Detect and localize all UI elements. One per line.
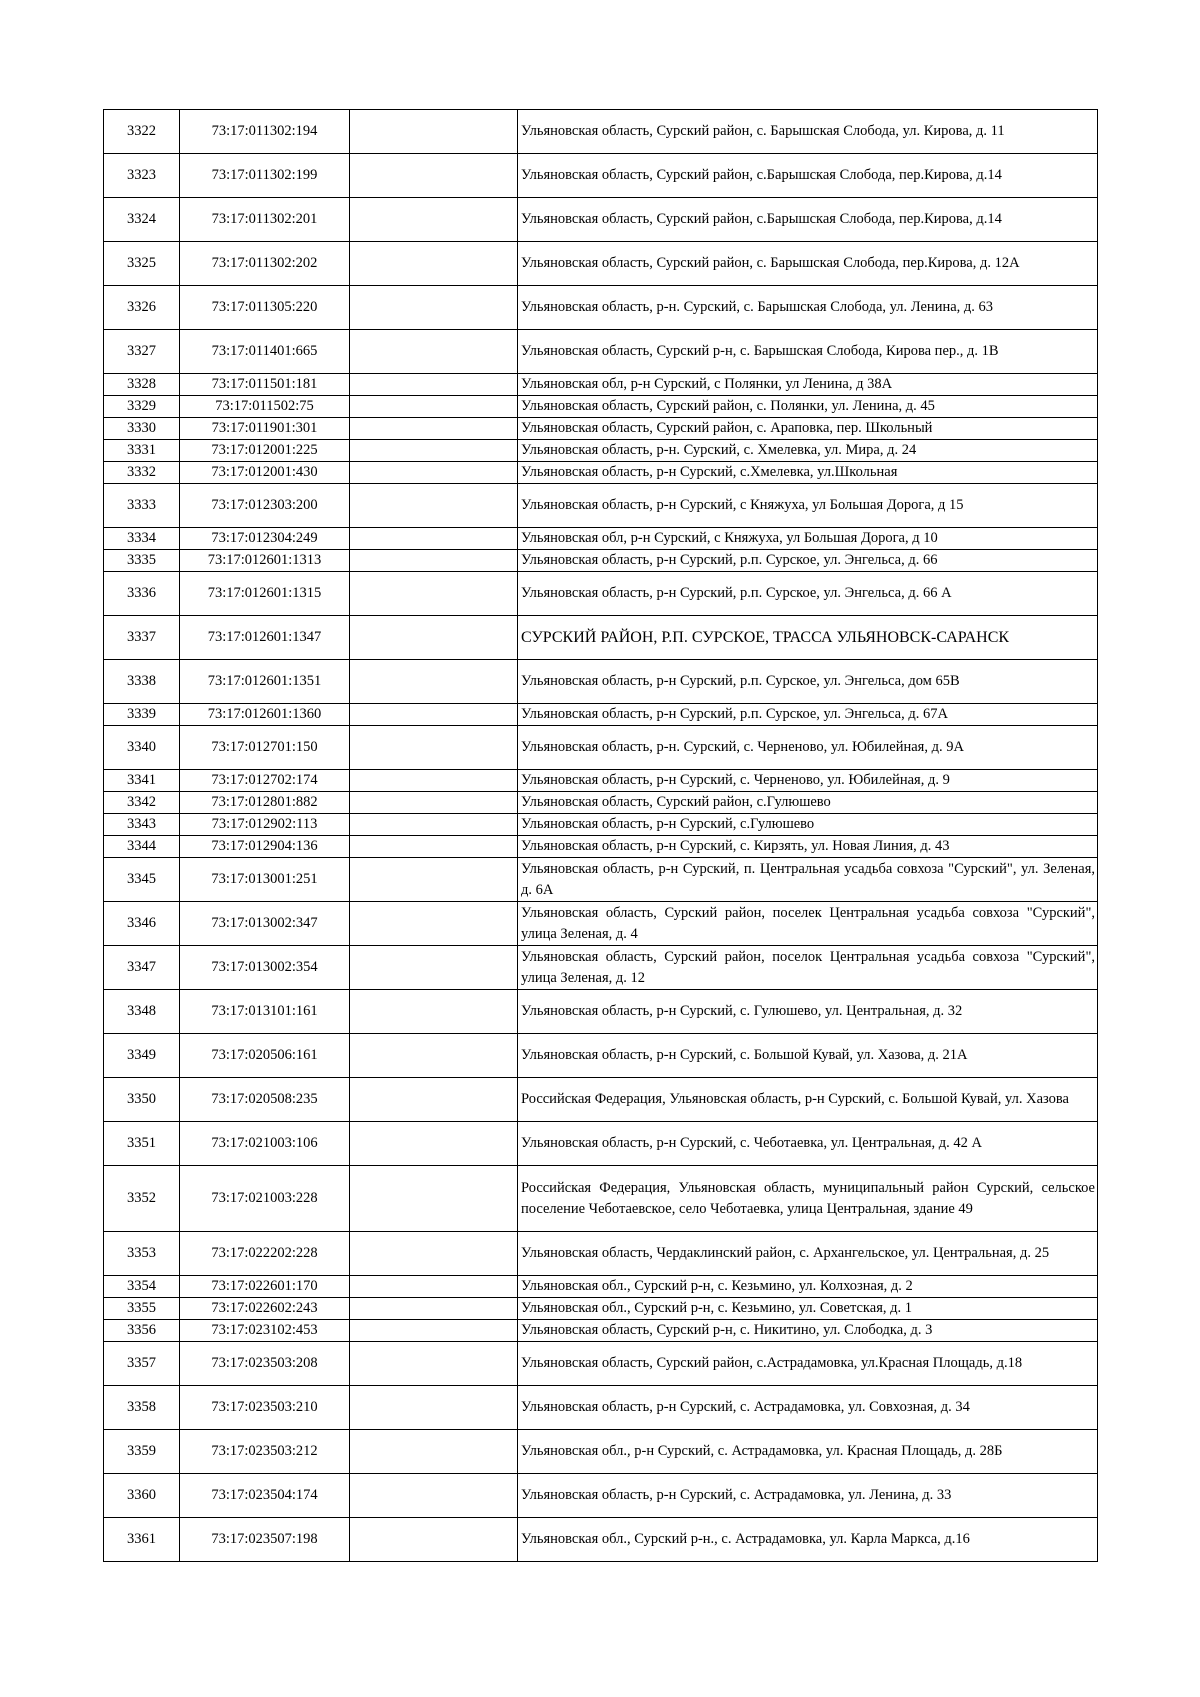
empty-cell — [350, 1122, 518, 1166]
cadastral-number: 73:17:011501:181 — [180, 374, 350, 396]
address-cell: Ульяновская область, Сурский район, с.Гулюшево — [518, 792, 1098, 814]
address-cell: Ульяновская область, р-н Сурский, с. Астрадамовка, ул. Ленина, д. 33 — [518, 1474, 1098, 1518]
address-cell: Ульяновская область, Сурский район, поселек Центральная усадьба совхоза "Сурский", улица Зеленая, д. 4 — [518, 902, 1098, 946]
address-cell: Ульяновская область, р-н Сурский, п. Центральная усадьба совхоза "Сурский", ул. Зеленая, д. 6А — [518, 858, 1098, 902]
cadastral-number: 73:17:011901:301 — [180, 418, 350, 440]
empty-cell — [350, 1320, 518, 1342]
address-cell: Ульяновская область, Сурский район, с. Барышская Слобода, пер.Кирова, д. 12А — [518, 242, 1098, 286]
table-row — [104, 484, 1098, 528]
row-number: 3347 — [104, 946, 180, 990]
cadastral-number: 73:17:023507:198 — [180, 1518, 350, 1562]
table-row — [104, 1078, 1098, 1122]
table-row — [104, 154, 1098, 198]
cadastral-number: 73:17:011302:194 — [180, 110, 350, 154]
table-row — [104, 1474, 1098, 1518]
address-cell: Ульяновская обл., Сурский р-н, с. Кезьмино, ул. Колхозная, д. 2 — [518, 1276, 1098, 1298]
cadastral-number: 73:17:012303:200 — [180, 484, 350, 528]
empty-cell — [350, 528, 518, 550]
cadastral-number: 73:17:022602:243 — [180, 1298, 350, 1320]
table-row — [104, 198, 1098, 242]
table-row — [104, 528, 1098, 550]
cadastral-number: 73:17:011302:201 — [180, 198, 350, 242]
empty-cell — [350, 484, 518, 528]
table-row — [104, 770, 1098, 792]
address-cell: Ульяновская область, Сурский район, поселок Центральная усадьба совхоза "Сурский", улица Зеленая, д. 12 — [518, 946, 1098, 990]
table-row — [104, 242, 1098, 286]
row-number: 3322 — [104, 110, 180, 154]
cadastral-number: 73:17:012601:1313 — [180, 550, 350, 572]
address-cell: Российская Федерация, Ульяновская область, муниципальный район Сурский, сельское поселение Чеботаевское, село Чеботаевка, улица Центральная, здание 49 — [518, 1166, 1098, 1232]
table-row — [104, 726, 1098, 770]
row-number: 3336 — [104, 572, 180, 616]
empty-cell — [350, 286, 518, 330]
row-number: 3355 — [104, 1298, 180, 1320]
address-cell: Ульяновская область, р-н. Сурский, с. Черненово, ул. Юбилейная, д. 9А — [518, 726, 1098, 770]
table-row — [104, 110, 1098, 154]
row-number: 3343 — [104, 814, 180, 836]
address-cell: Ульяновская обл., р-н Сурский, с. Астрадамовка, ул. Красная Площадь, д. 28Б — [518, 1430, 1098, 1474]
empty-cell — [350, 330, 518, 374]
row-number: 3326 — [104, 286, 180, 330]
address-cell: Ульяновская область, р-н Сурский, с. Гулюшево, ул. Центральная, д. 32 — [518, 990, 1098, 1034]
empty-cell — [350, 198, 518, 242]
address-cell: Ульяновская обл., Сурский р-н., с. Астрадамовка, ул. Карла Маркса, д.16 — [518, 1518, 1098, 1562]
table-row — [104, 660, 1098, 704]
cadastral-number: 73:17:011302:202 — [180, 242, 350, 286]
table-row — [104, 330, 1098, 374]
address-cell: Ульяновская область, Сурский район, с.Астрадамовка, ул.Красная Площадь, д.18 — [518, 1342, 1098, 1386]
table-row — [104, 1320, 1098, 1342]
empty-cell — [350, 110, 518, 154]
cadastral-number: 73:17:012904:136 — [180, 836, 350, 858]
cadastral-number: 73:17:021003:228 — [180, 1166, 350, 1232]
row-number: 3353 — [104, 1232, 180, 1276]
table-row — [104, 946, 1098, 990]
row-number: 3328 — [104, 374, 180, 396]
table-row — [104, 858, 1098, 902]
table-row — [104, 1276, 1098, 1298]
cadastral-number: 73:17:013101:161 — [180, 990, 350, 1034]
table-row — [104, 836, 1098, 858]
row-number: 3323 — [104, 154, 180, 198]
address-cell: Ульяновская обл, р-н Сурский, с Княжуха, ул Большая Дорога, д 10 — [518, 528, 1098, 550]
empty-cell — [350, 1276, 518, 1298]
empty-cell — [350, 572, 518, 616]
table-row — [104, 902, 1098, 946]
row-number: 3329 — [104, 396, 180, 418]
empty-cell — [350, 1430, 518, 1474]
row-number: 3344 — [104, 836, 180, 858]
row-number: 3346 — [104, 902, 180, 946]
empty-cell — [350, 374, 518, 396]
address-cell: Ульяновская область, р-н Сурский, р.п. Сурское, ул. Энгельса, д. 66 — [518, 550, 1098, 572]
empty-cell — [350, 616, 518, 660]
empty-cell — [350, 726, 518, 770]
cadastral-number: 73:17:012001:225 — [180, 440, 350, 462]
empty-cell — [350, 396, 518, 418]
row-number: 3360 — [104, 1474, 180, 1518]
address-cell: Ульяновская область, р-н Сурский, с. Кирзять, ул. Новая Линия, д. 43 — [518, 836, 1098, 858]
cadastral-number: 73:17:012601:1315 — [180, 572, 350, 616]
cadastral-number: 73:17:013001:251 — [180, 858, 350, 902]
address-cell: СУРСКИЙ РАЙОН, Р.П. СУРСКОЕ, ТРАССА УЛЬЯНОВСК-САРАНСК — [518, 616, 1098, 660]
address-cell: Ульяновская область, р-н Сурский, с. Черненово, ул. Юбилейная, д. 9 — [518, 770, 1098, 792]
row-number: 3333 — [104, 484, 180, 528]
row-number: 3350 — [104, 1078, 180, 1122]
address-cell: Ульяновская область, Сурский район, с.Барышская Слобода, пер.Кирова, д.14 — [518, 198, 1098, 242]
table-row — [104, 1342, 1098, 1386]
cadastral-number: 73:17:012902:113 — [180, 814, 350, 836]
empty-cell — [350, 858, 518, 902]
address-cell: Ульяновская область, р-н Сурский, р.п. Сурское, ул. Энгельса, д. 66 А — [518, 572, 1098, 616]
row-number: 3354 — [104, 1276, 180, 1298]
address-cell: Ульяновская область, Чердаклинский район, с. Архангельское, ул. Центральная, д. 25 — [518, 1232, 1098, 1276]
address-cell: Российская Федерация, Ульяновская область, р-н Сурский, с. Большой Кувай, ул. Хазова — [518, 1078, 1098, 1122]
row-number: 3361 — [104, 1518, 180, 1562]
table-row — [104, 440, 1098, 462]
row-number: 3325 — [104, 242, 180, 286]
table-row — [104, 616, 1098, 660]
empty-cell — [350, 946, 518, 990]
cadastral-number: 73:17:012601:1347 — [180, 616, 350, 660]
row-number: 3330 — [104, 418, 180, 440]
table-row — [104, 1518, 1098, 1562]
address-cell: Ульяновская область, р-н. Сурский, с. Хмелевка, ул. Мира, д. 24 — [518, 440, 1098, 462]
row-number: 3348 — [104, 990, 180, 1034]
empty-cell — [350, 1386, 518, 1430]
table-row — [104, 704, 1098, 726]
empty-cell — [350, 836, 518, 858]
empty-cell — [350, 242, 518, 286]
table-row — [104, 1122, 1098, 1166]
cadastral-number: 73:17:012304:249 — [180, 528, 350, 550]
empty-cell — [350, 154, 518, 198]
table-row — [104, 1430, 1098, 1474]
empty-cell — [350, 1518, 518, 1562]
empty-cell — [350, 462, 518, 484]
empty-cell — [350, 902, 518, 946]
cadastral-number: 73:17:023504:174 — [180, 1474, 350, 1518]
table-row — [104, 550, 1098, 572]
empty-cell — [350, 1342, 518, 1386]
row-number: 3335 — [104, 550, 180, 572]
empty-cell — [350, 1232, 518, 1276]
table-row — [104, 1386, 1098, 1430]
address-cell: Ульяновская область, р-н Сурский, р.п. Сурское, ул. Энгельса, д. 67А — [518, 704, 1098, 726]
empty-cell — [350, 1298, 518, 1320]
address-cell: Ульяновская область, Сурский район, с. Полянки, ул. Ленина, д. 45 — [518, 396, 1098, 418]
cadastral-number: 73:17:012701:150 — [180, 726, 350, 770]
cadastral-number: 73:17:012601:1360 — [180, 704, 350, 726]
cadastral-number: 73:17:011401:665 — [180, 330, 350, 374]
row-number: 3349 — [104, 1034, 180, 1078]
table-row — [104, 286, 1098, 330]
cadastral-number: 73:17:023503:212 — [180, 1430, 350, 1474]
empty-cell — [350, 990, 518, 1034]
row-number: 3337 — [104, 616, 180, 660]
cadastral-number: 73:17:011302:199 — [180, 154, 350, 198]
table-row — [104, 462, 1098, 484]
cadastral-number: 73:17:012001:430 — [180, 462, 350, 484]
table-row — [104, 792, 1098, 814]
table-row — [104, 418, 1098, 440]
address-cell: Ульяновская область, Сурский р-н, с. Никитино, ул. Слободка, д. 3 — [518, 1320, 1098, 1342]
row-number: 3338 — [104, 660, 180, 704]
cadastral-number: 73:17:020508:235 — [180, 1078, 350, 1122]
row-number: 3345 — [104, 858, 180, 902]
row-number: 3358 — [104, 1386, 180, 1430]
cadastral-number: 73:17:023503:210 — [180, 1386, 350, 1430]
empty-cell — [350, 550, 518, 572]
row-number: 3332 — [104, 462, 180, 484]
address-cell: Ульяновская область, р-н Сурский, с.Гулюшево — [518, 814, 1098, 836]
row-number: 3324 — [104, 198, 180, 242]
row-number: 3357 — [104, 1342, 180, 1386]
cadastral-number: 73:17:011305:220 — [180, 286, 350, 330]
cadastral-number: 73:17:013002:354 — [180, 946, 350, 990]
address-cell: Ульяновская область, Сурский р-н, с. Барышская Слобода, Кирова пер., д. 1В — [518, 330, 1098, 374]
table-row — [104, 1298, 1098, 1320]
table-row — [104, 1166, 1098, 1232]
empty-cell — [350, 1474, 518, 1518]
empty-cell — [350, 1078, 518, 1122]
cadastral-number: 73:17:012801:882 — [180, 792, 350, 814]
empty-cell — [350, 792, 518, 814]
address-cell: Ульяновская область, р-н Сурский, с. Астрадамовка, ул. Совхозная, д. 34 — [518, 1386, 1098, 1430]
empty-cell — [350, 440, 518, 462]
empty-cell — [350, 418, 518, 440]
address-cell: Ульяновская область, р-н Сурский, с.Хмелевка, ул.Школьная — [518, 462, 1098, 484]
table-row — [104, 1232, 1098, 1276]
row-number: 3342 — [104, 792, 180, 814]
empty-cell — [350, 814, 518, 836]
row-number: 3327 — [104, 330, 180, 374]
address-cell: Ульяновская обл, р-н Сурский, с Полянки, ул Ленина, д 38А — [518, 374, 1098, 396]
address-cell: Ульяновская область, р-н Сурский, с. Чеботаевка, ул. Центральная, д. 42 А — [518, 1122, 1098, 1166]
table-row — [104, 572, 1098, 616]
address-cell: Ульяновская область, Сурский район, с. Барышская Слобода, ул. Кирова, д. 11 — [518, 110, 1098, 154]
address-cell: Ульяновская область, р-н Сурский, с. Большой Кувай, ул. Хазова, д. 21А — [518, 1034, 1098, 1078]
property-table — [103, 109, 1098, 1562]
row-number: 3359 — [104, 1430, 180, 1474]
address-cell: Ульяновская область, р-н Сурский, р.п. Сурское, ул. Энгельса, дом 65В — [518, 660, 1098, 704]
cadastral-number: 73:17:022601:170 — [180, 1276, 350, 1298]
address-cell: Ульяновская область, Сурский район, с. Араповка, пер. Школьный — [518, 418, 1098, 440]
table-row — [104, 1034, 1098, 1078]
table-row — [104, 814, 1098, 836]
cadastral-number: 73:17:011502:75 — [180, 396, 350, 418]
cadastral-number: 73:17:021003:106 — [180, 1122, 350, 1166]
address-cell: Ульяновская область, р-н Сурский, с Княжуха, ул Большая Дорога, д 15 — [518, 484, 1098, 528]
address-cell: Ульяновская область, Сурский район, с.Барышская Слобода, пер.Кирова, д.14 — [518, 154, 1098, 198]
row-number: 3352 — [104, 1166, 180, 1232]
cadastral-number: 73:17:013002:347 — [180, 902, 350, 946]
cadastral-number: 73:17:012601:1351 — [180, 660, 350, 704]
row-number: 3356 — [104, 1320, 180, 1342]
table-body — [104, 110, 1098, 1562]
cadastral-number: 73:17:012702:174 — [180, 770, 350, 792]
row-number: 3341 — [104, 770, 180, 792]
empty-cell — [350, 660, 518, 704]
table-row — [104, 374, 1098, 396]
row-number: 3331 — [104, 440, 180, 462]
table-row — [104, 396, 1098, 418]
cadastral-number: 73:17:020506:161 — [180, 1034, 350, 1078]
row-number: 3340 — [104, 726, 180, 770]
row-number: 3339 — [104, 704, 180, 726]
row-number: 3351 — [104, 1122, 180, 1166]
address-cell: Ульяновская обл., Сурский р-н, с. Кезьмино, ул. Советская, д. 1 — [518, 1298, 1098, 1320]
empty-cell — [350, 1034, 518, 1078]
empty-cell — [350, 1166, 518, 1232]
cadastral-number: 73:17:022202:228 — [180, 1232, 350, 1276]
cadastral-number: 73:17:023102:453 — [180, 1320, 350, 1342]
table-row — [104, 990, 1098, 1034]
row-number: 3334 — [104, 528, 180, 550]
empty-cell — [350, 770, 518, 792]
empty-cell — [350, 704, 518, 726]
address-cell: Ульяновская область, р-н. Сурский, с. Барышская Слобода, ул. Ленина, д. 63 — [518, 286, 1098, 330]
cadastral-number: 73:17:023503:208 — [180, 1342, 350, 1386]
